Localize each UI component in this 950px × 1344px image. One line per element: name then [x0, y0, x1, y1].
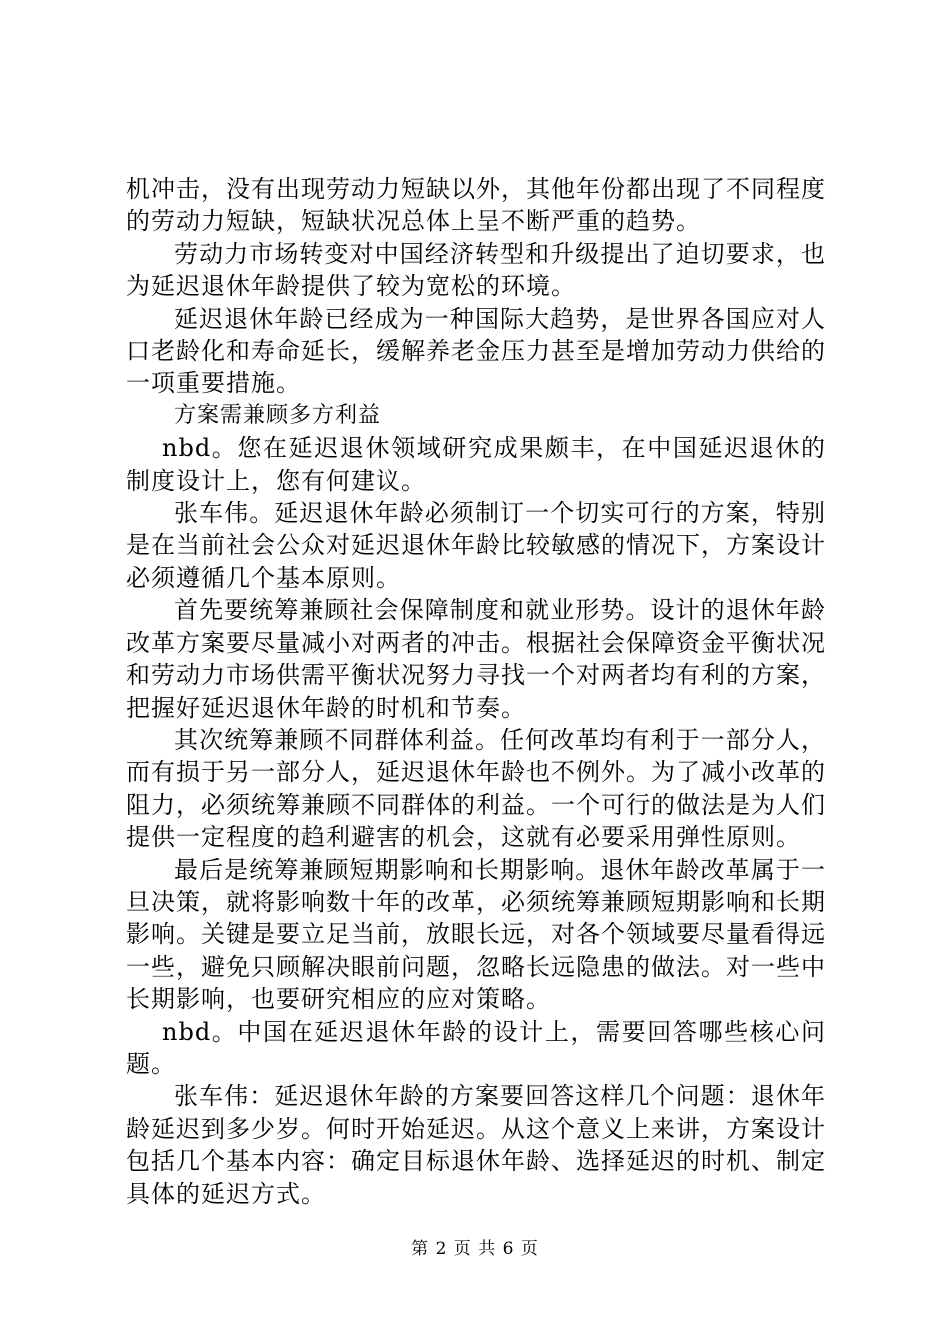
paragraph-question-1: nbd。您在延迟退休领域研究成果颇丰，在中国延迟退休的制度设计上，您有何建议。	[126, 434, 826, 495]
paragraph-continuation: 机冲击，没有出现劳动力短缺以外，其他年份都出现了不同程度的劳动力短缺，短缺状况总体上呈不断严重的趋势。	[126, 175, 826, 236]
paragraph-international-trend: 延迟退休年龄已经成为一种国际大趋势，是世界各国应对人口老龄化和寿命延长，缓解养老金压力甚至是增加劳动力供给的一项重要措施。	[126, 304, 826, 398]
paragraph-answer-1: 张车伟。延迟退休年龄必须制订一个切实可行的方案，特别是在当前社会公众对延迟退休年龄比较敏感的情况下，方案设计必须遵循几个基本原则。	[126, 499, 826, 592]
document-body	[126, 173, 826, 1210]
paragraph-principle-1: 首先要统筹兼顾社会保障制度和就业形势。设计的退休年龄改革方案要尽量减小对两者的冲击。根据社会保障资金平衡状况和劳动力市场供需平衡状况努力寻找一个对两者均有利的方案，把握好延迟退休年龄的时机和节奏。	[126, 596, 826, 722]
paragraph-answer-2: 张车伟：延迟退休年龄的方案要回答这样几个问题：退休年龄延迟到多少岁。何时开始延迟。从这个意义上来讲，方案设计包括几个基本内容：确定目标退休年龄、选择延迟的时机、制定具体的延迟方式。	[126, 1082, 826, 1208]
paragraph-question-2: nbd。中国在延迟退休年龄的设计上，需要回答哪些核心问题。	[126, 1017, 826, 1078]
page-footer: 第 2 页 共 6 页	[411, 1239, 539, 1259]
paragraph-principle-3: 最后是统筹兼顾短期影响和长期影响。退休年龄改革属于一旦决策，就将影响数十年的改革，必须统筹兼顾短期影响和长期影响。关键是要立足当前，放眼长远，对各个领域要尽量看得远一些，避免只顾解决眼前问题，忽略长远隐患的做法。对一些中长期影响，也要研究相应的应对策略。	[126, 855, 826, 1014]
paragraph-principle-2: 其次统筹兼顾不同群体利益。任何改革均有利于一部分人，而有损于另一部分人，延迟退休年龄也不例外。为了减小改革的阻力，必须统筹兼顾不同群体的利益。一个可行的做法是为人们提供一定程度的趋利避害的机会，这就有必要采用弹性原则。	[126, 725, 826, 852]
paragraph-labor-market: 劳动力市场转变对中国经济转型和升级提出了迫切要求，也为延迟退休年龄提供了较为宽松的环境。	[126, 239, 826, 301]
section-heading: 方案需兼顾多方利益	[174, 402, 382, 428]
